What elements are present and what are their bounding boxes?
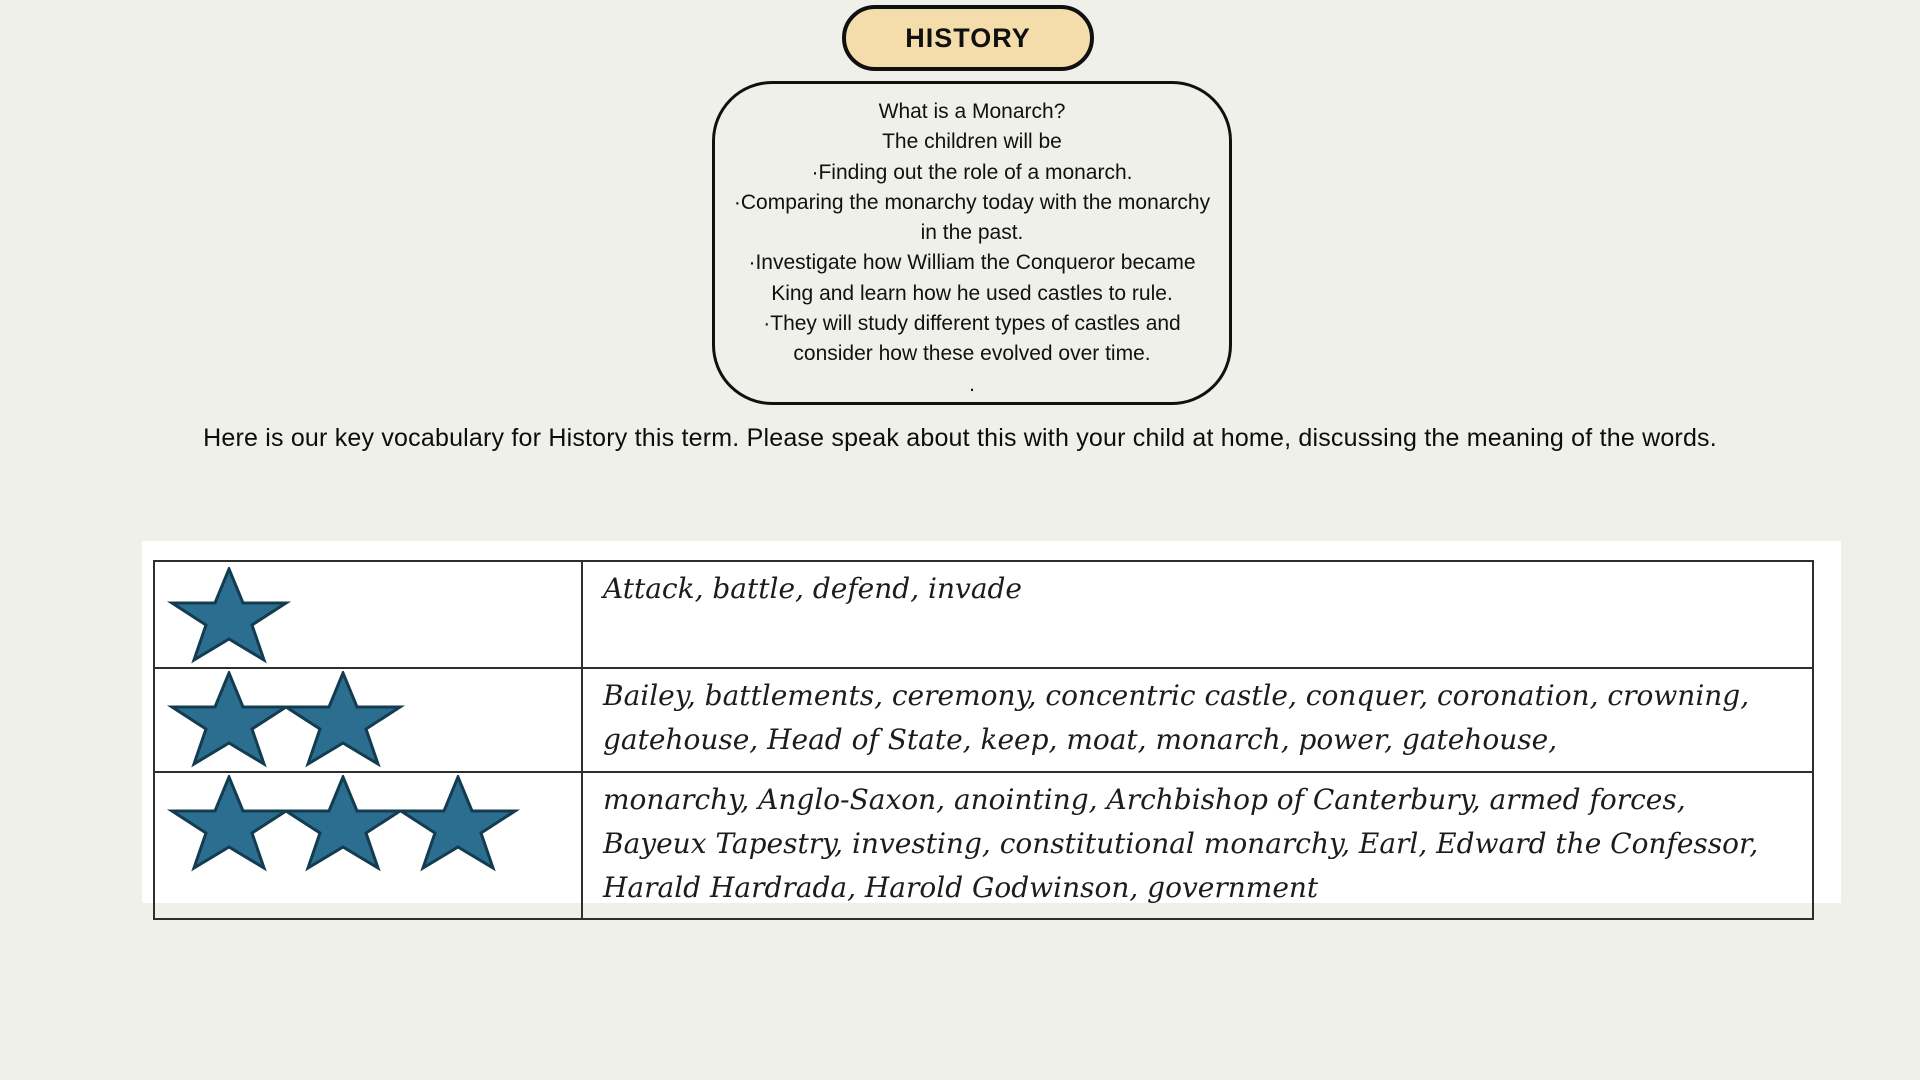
vocab-words-cell: monarchy, Anglo-Saxon, anointing, Archbishop of Canterbury, armed forces, Bayeux Tapestry, investing, constitutional monarchy, Earl, Edward the Confessor, Harald Hardrada, Harold Godwinson, government	[582, 772, 1813, 919]
vocab-words-cell: Attack, battle, defend, invade	[582, 561, 1813, 668]
info-line: ·They will study different types of castles and	[763, 312, 1181, 336]
table-row	[154, 772, 1813, 919]
info-line: in the past.	[920, 221, 1024, 245]
star-rating-cell	[154, 772, 582, 919]
star-rating-cell	[154, 561, 582, 668]
history-badge-label: HISTORY	[905, 22, 1031, 53]
vocab-intro-text: Here is our key vocabulary for History this term. Please speak about this with your child at home, discussing the meaning of the words.	[203, 424, 1717, 452]
star-icon	[277, 775, 409, 875]
vocab-panel	[142, 541, 1841, 903]
vocab-table	[153, 560, 1814, 920]
info-line: King and learn how he used castles to rule.	[771, 281, 1173, 305]
star-icon	[277, 671, 409, 771]
info-line: The children will be	[882, 130, 1062, 154]
info-line: consider how these evolved over time.	[793, 342, 1151, 366]
table-row	[154, 561, 1813, 668]
info-line: ·Finding out the role of a monarch.	[811, 160, 1133, 184]
star-rating-cell	[154, 668, 582, 772]
info-line: ·Investigate how William the Conqueror became	[748, 251, 1196, 275]
info-line: What is a Monarch?	[878, 100, 1066, 123]
info-line: ·Comparing the monarchy today with the monarchy	[733, 190, 1211, 214]
star-icon	[163, 671, 295, 771]
vocab-words-cell: Bailey, battlements, ceremony, concentric castle, conquer, coronation, crowning, gatehouse, Head of State, keep, moat, monarch, power, gatehouse,	[582, 668, 1813, 772]
star-icon	[163, 775, 295, 875]
star-icon	[163, 567, 295, 667]
history-badge	[842, 5, 1094, 71]
info-line: .	[969, 372, 975, 396]
table-row	[154, 668, 1813, 772]
star-icon	[392, 775, 524, 875]
monarch-info-box	[712, 81, 1232, 405]
